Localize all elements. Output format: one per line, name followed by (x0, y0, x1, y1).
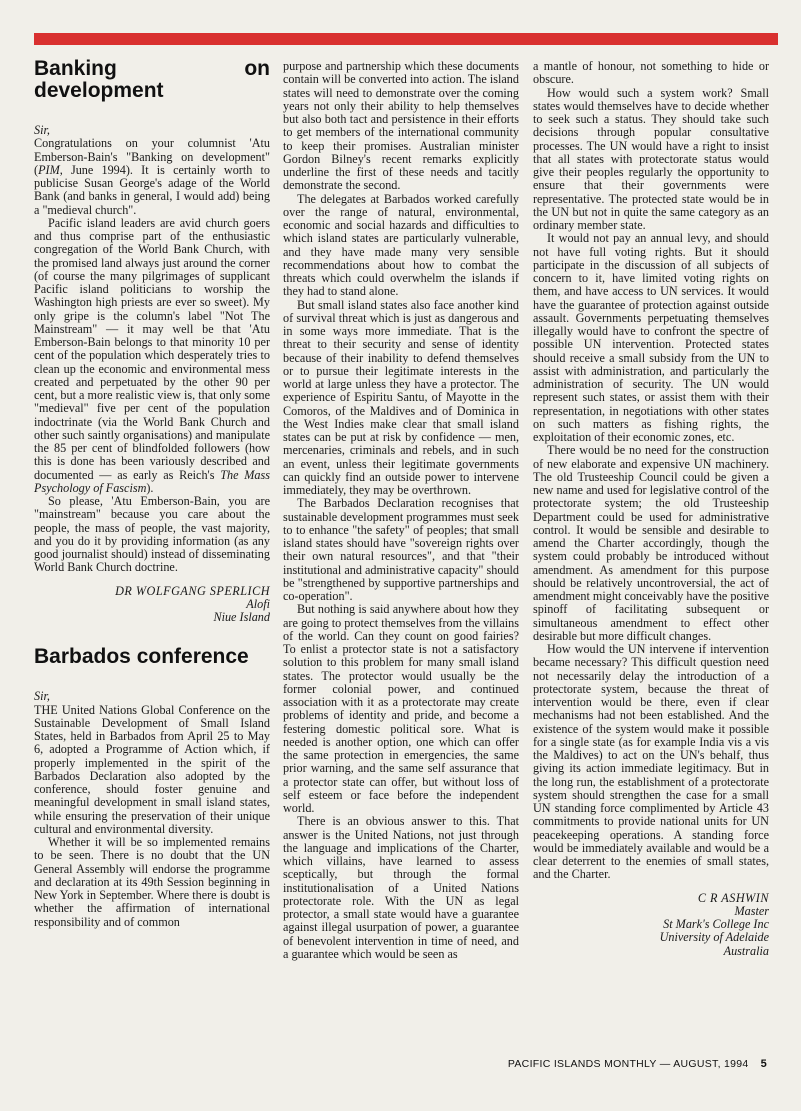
headline-barbados: Barbados conference (34, 645, 249, 669)
headline-banking: Banking on development (34, 57, 270, 102)
paragraph-text: Congratulations on your columnist 'Atu Emberson-Bain's "Banking on development" ( (34, 136, 270, 177)
publication-name: PACIFIC ISLANDS MONTHLY — AUGUST, 1994 (507, 1058, 749, 1070)
paragraph: How would such a system work? Small states would themselves have to decide whether to seek such a status. They should take such decisions through popular consultative processes. The UN would have a right to insist that all states with protectorate status would give their peoples regularly the opportunity to ensure that their governments were representative. The protected state would be in the UN but not in quite the same category as an ordinary member state. (533, 85, 769, 232)
column-2 (283, 60, 519, 961)
signature-name: C R ASHWIN (697, 890, 769, 905)
paragraph-text: ). (146, 480, 154, 495)
paragraph: There would be no need for the construction of new elaborate and expensive UN machinery. The old Trusteeship Council could be given a new name and used for legislative control of the protectorate system; the old Trusteeship Department could be used for administrative control. It would be sensible and desirable to amend the Charter accordingly, though the system could probably be introduced without amendment. As amendment for this purpose should be relatively uncontroversial, the act of amendment might conceivably have the positive spinoff of facilitating subsequent or simultaneous amendment to effect other desirable but more difficult changes. (533, 443, 769, 643)
paragraph: a mantle of honour, not something to hide or obscure. (533, 59, 769, 87)
paragraph: THE United Nations Global Conference on the Sustainable Development of Small Island States, held in Barbados from April 25 to May 6, adopted a Programme of Action which, if properly implemented in the spirit of the Barbados Declaration also adopted by the conference, should foster genuine and meaningful development in small island states, while ensuring the preservation of their unique cultural and environmental diversity. (34, 702, 270, 836)
signature-location: Australia (723, 943, 769, 958)
signature-location: Niue Island (213, 610, 270, 624)
page-number: 5 (760, 1058, 767, 1070)
signature-location: St Mark's College Inc (663, 917, 769, 931)
column-3 (533, 60, 769, 958)
paragraph (34, 137, 270, 217)
column-1 (34, 58, 270, 929)
page-footer (508, 1058, 767, 1070)
paragraph: The delegates at Barbados worked carefully over the range of natural, environmental, economic and social hazards and difficulties to which island states are particularly vulnerable, and they have made many very sensible recommendations about how to combat the threats which could overwhelm the islands if they had to stand alone. (283, 191, 519, 299)
publication-ref: PIM (38, 162, 60, 177)
paragraph: The Barbados Declaration recognises that sustainable development programmes must seek to to enhance "the safety" of peoples; that small island states should have "sovereign rights over their own natural resources", and that "their institutional and administrative capacity" should be "strengthened by supportive partnerships and co-operation". (283, 496, 519, 603)
paragraph: There is an obvious answer to this. That answer is the United Nations, not just through the language and implications of the Charter, which villains, have learned to assess sceptically, but through the formal institutionalisation of a United Nations protectorate role. With the UN as legal protector, a small state would have a guarantee against illegal usurpation of power, a guarantee of benevolent intervention in time of need, and a guarantee which would be seen as (283, 814, 519, 961)
paragraph: How would the UN intervene if intervention became necessary? This difficult question need not necessarily delay the introduction of a protectorate system, because the threat of intervention would be there, even if clear mechanisms had not been established. And the existence of the system would make it possible for a single state (as for example India vis a vis the Maldives) to act on the UN's behalf, thus giving its action immediate legitimacy. But in the long run, the establishment of a protectorate system should strengthen the case for a small UN standing force complimented by Article 43 commitments to provide national units for UN peacekeeping operations. A standing force would be immediately available and would be a clear deterrent to the enemies of small states, and the Charter. (533, 642, 769, 882)
paragraph: Whether it will be so implemented remains to be seen. There is no doubt that the UN General Assembly will endorse the programme and declaration at its 49th Session beginning in New York in September. Where there is doubt is whether the affirmation of international responsibility and of common (34, 835, 270, 929)
signature-title: Master (734, 903, 769, 918)
paragraph: It would not pay an annual levy, and should not have full voting rights. But it should participate in the discussion of all subjects of concern to it, have limited voting rights on them, and have access to UN services. It would have the guarantee of protection against outside assault. Governments perpetuating themselves illegally would have to confront the spectre of possible UN intervention. Protected states should receive a small subsidy from the UN to assist with administration, and particularly the administration of security. The UN would represent such states, or assist them with their representation, in negotiations with other states on such matters as fishing rights, the exploitation of their economic zones, etc. (533, 231, 769, 444)
signature-name: DR WOLFGANG SPERLICH (115, 583, 270, 598)
paragraph-text: Pacific island leaders are avid church goers and thus comprise part of the enthusiastic congregation of the World Bank Church, with the promised land always just around the corner (of course the many pilgrimages of supplicant Pacific island politicians to worship the Washington high priests are ever so sweet). My only gripe is the column's label "Not The Mainstream" — it may well be that 'Atu Emberson-Bain belongs to that minority 10 per cent of the population which desperately tries to clean up the economic and environmental mess created and perpetuated by the other 90 per cent, but a more realistic view is, that only some "medieval" five per cent of the population indoctrinate (via the World Bank Church and other such saintly organisations) and manipulate the 85 per cent of blindfolded followers (how this is done has been variously described and documented — as early as Reich's (34, 215, 270, 482)
paragraph: But small island states also face another kind of survival threat which is just as dangerous and in some ways more immediate. That is the threat to their security and sense of identity because of their inability to defend themselves or to pursue their legitimate interests in the world at large unless they have a protector. The experience of Espiritu Santu, of Mayotte in the Comoros, of the Maldives and of Dominica in the West Indies make clear that small island states can be put at risk by confidence — men, mercenaries, criminals and rebels, and in such an event, unless their legitimate governments can quickly find an outside power to intervene immediately, they may be overthrown. (283, 297, 519, 497)
signature-location: University of Adelaide (659, 930, 769, 945)
paragraph-text: , June 1994). It is certainly worth to publicise Susan George's adage of the World Bank (and banks in general, I would add) being a "medieval church". (34, 162, 270, 217)
salutation: Sir, (34, 123, 50, 137)
signature-location: Alofi (246, 596, 270, 611)
header-red-bar (34, 33, 778, 45)
paragraph: purpose and partnership which these documents contain will be converted into action. The island states will need to demonstrate over the coming years not only their ability to help themselves but also both tact and persistence in their efforts to get members of the international community to keep their promises. Australian minister Gordon Bilney's recent remarks explicitly underline the first of these needs and tacitly demonstrate the second. (283, 59, 519, 193)
paragraph: But nothing is said anywhere about how they are going to protect themselves from the villains of the world. Can they count on good fairies? To enlist a protector state is not a satisfactory solution to this problem for many small island states. The protector would usually be the former colonial power, and continued association with it as a protectorate may create problems of identity and pride, and become a festering domestic political sore. What is needed is another option, one which can offer the same protection in emergencies, the same prior warning, and the same self assurance that a protector state can offer, but without loss of self esteem or face before the independent world. (283, 602, 519, 815)
salutation: Sir, (34, 689, 50, 704)
paragraph (34, 217, 270, 495)
book-title: The Mass Psychology of Fascism (34, 467, 271, 495)
paragraph: So please, 'Atu Emberson-Bain, you are "mainstream" because you care about the people, the mass of people, the vast majority, and you do it by providing information (as any good journalist should) instead of disseminating World Bank Church doctrine. (34, 494, 270, 575)
